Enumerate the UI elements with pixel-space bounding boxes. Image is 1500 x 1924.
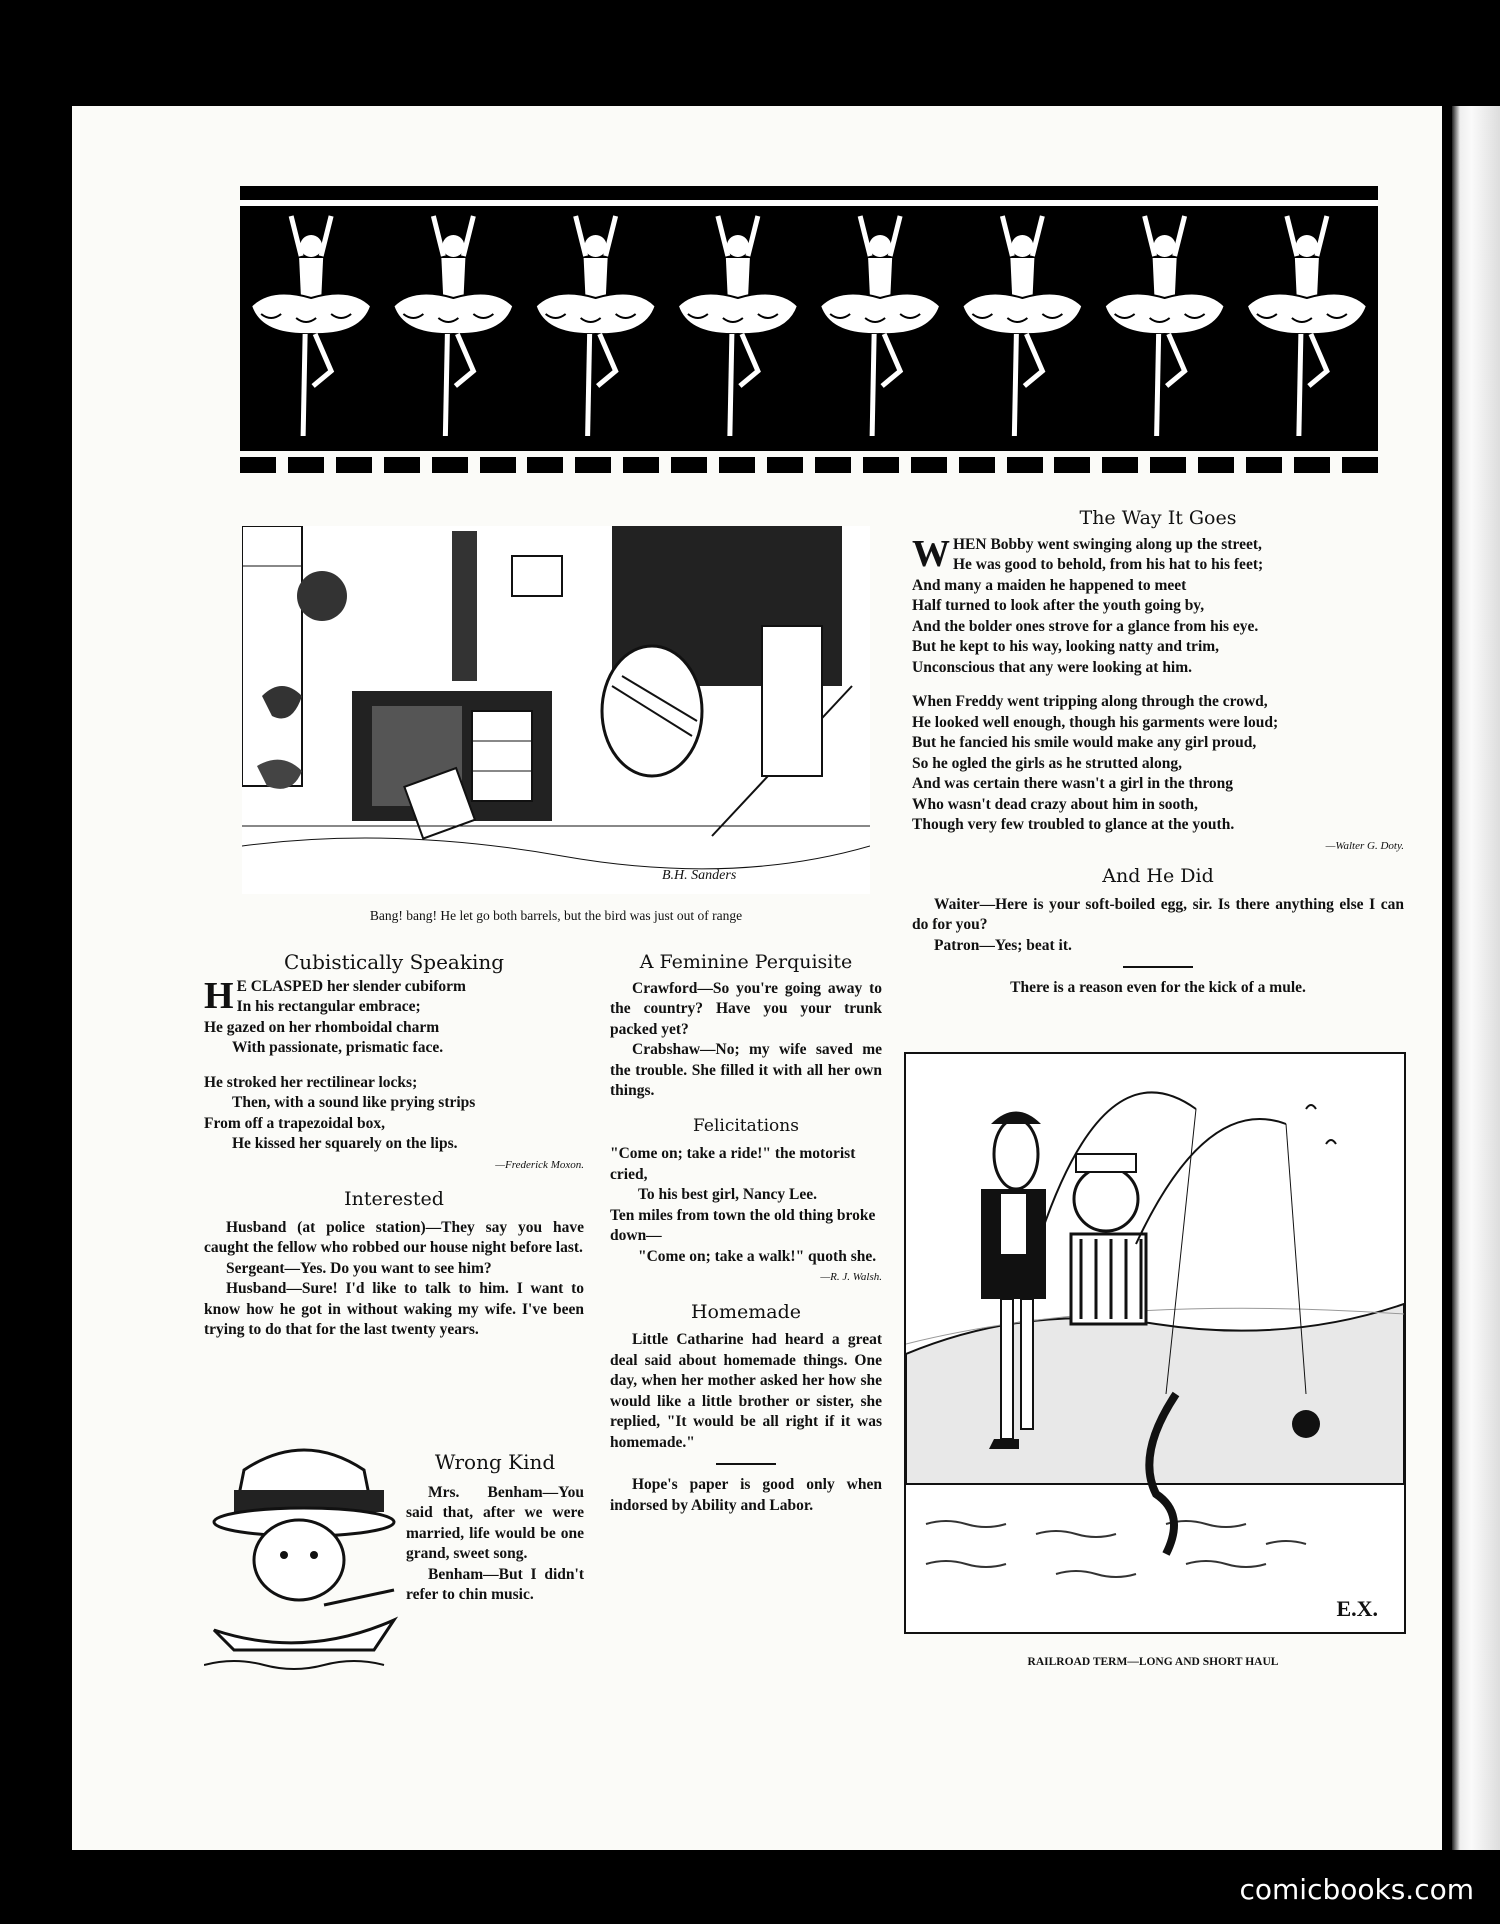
homemade-paragraph: Little Catharine had heard a great deal said about homemade things. One day, when her mother asked her how she would like a little brother or sister, she replied, "It would be all right if it was homemade."	[610, 1331, 882, 1451]
poem-line: He kissed her squarely on the lips.	[232, 1135, 458, 1152]
frieze-dash	[671, 457, 707, 473]
frieze-dash	[623, 457, 659, 473]
poem-line: Unconscious that any were looking at him.	[912, 658, 1193, 676]
kitchen-signature: B.H. Sanders	[662, 868, 737, 883]
poem-line: HEN Bobby went swinging along up the street,	[953, 535, 1262, 553]
frieze-dash	[575, 457, 611, 473]
poem-line: "Come on; take a ride!" the motorist cried,	[610, 1145, 856, 1183]
frieze-dash	[863, 457, 899, 473]
frieze-dash	[815, 457, 851, 473]
and-he-did-paragraph: Waiter—Here is your soft-boiled egg, sir. Is there anything else I can do for you?	[912, 895, 1404, 933]
fishing-signature: E.X.	[1336, 1596, 1378, 1621]
felicitations-title: Felicitations	[693, 1115, 799, 1136]
cubistically-dropcap: H	[204, 974, 234, 1017]
homemade-title: Homemade	[690, 1300, 802, 1323]
poem-line: When Freddy went tripping along through the crowd,	[912, 693, 1268, 710]
cubistically-speaking-article	[204, 952, 584, 1341]
poem-line: "Come on; take a walk!" quoth she.	[638, 1247, 877, 1265]
way-it-goes-credit: —Walter G. Doty.	[1325, 839, 1404, 852]
fishing-cartoon-art	[906, 1054, 1404, 1632]
kitchen-illustration	[242, 526, 870, 894]
feminine-paragraph: Crabshaw—No; my wife saved me the trouble. She filled it with all her own things.	[610, 1041, 882, 1099]
frieze-dash	[767, 457, 803, 473]
poem-line: He gazed on her rhomboidal charm	[204, 1018, 440, 1036]
poem-line: And the bolder ones strove for a glance from his eye.	[912, 617, 1259, 635]
poem-line: And was certain there wasn't a girl in the throng	[912, 775, 1234, 792]
poem-line: Ten miles from town the old thing broke down—	[610, 1206, 876, 1244]
poem-line: He was good to behold, from his hat to his feet;	[953, 556, 1264, 573]
dancer-frieze-art	[240, 186, 1378, 451]
frieze-dash	[1102, 457, 1138, 473]
poem-line: In his rectangular embrace;	[236, 998, 421, 1015]
feminine-paragraph: Crawford—So you're going away to the country? Have you your trunk packed yet?	[610, 979, 882, 1038]
wrong-kind-paragraph: Benham—But I didn't refer to chin music.	[406, 1565, 584, 1603]
frieze-dash	[911, 457, 947, 473]
frieze-dash	[1246, 457, 1282, 473]
site-watermark: comicbooks.com	[1239, 1873, 1474, 1906]
wrong-kind-title: Wrong Kind	[434, 1450, 556, 1474]
frieze-dash	[1054, 457, 1090, 473]
fisherman-boat-illustration	[204, 1430, 404, 1675]
cubistically-title: Cubistically Speaking	[283, 950, 505, 974]
frieze-dash	[288, 457, 324, 473]
section-rule	[716, 1463, 776, 1465]
frieze-dash	[959, 457, 995, 473]
poem-line: So he ogled the girls as he strutted along,	[912, 754, 1182, 772]
section-rule	[1123, 966, 1193, 968]
poem-line: E CLASPED her slender cubiform	[236, 977, 466, 995]
frieze-dash	[1342, 457, 1378, 473]
felicitations-credit: —R. J. Walsh.	[820, 1271, 882, 1283]
poem-line: Who wasn't dead crazy about him in sooth,	[912, 795, 1198, 813]
cubistically-credit: —Frederick Moxon.	[495, 1158, 584, 1171]
interested-paragraph: Sergeant—Yes. Do you want to see him?	[226, 1259, 492, 1277]
fishing-caption: RAILROAD TERM—LONG AND SHORT HAUL	[1027, 1656, 1279, 1668]
poem-line: Then, with a sound like prying strips	[232, 1094, 476, 1111]
dancer-frieze	[240, 186, 1378, 451]
right-column	[912, 508, 1404, 999]
hopes-paper-paragraph: Hope's paper is good only when indorsed by Ability and Labor.	[610, 1476, 882, 1514]
way-it-goes-title: The Way It Goes	[1079, 507, 1237, 529]
middle-column	[610, 952, 882, 1516]
poem-line: With passionate, prismatic face.	[232, 1039, 444, 1056]
fishing-cartoon	[904, 1052, 1406, 1634]
and-he-did-paragraph: Patron—Yes; beat it.	[934, 936, 1072, 954]
frieze-dash	[384, 457, 420, 473]
poem-line: He stroked her rectilinear locks;	[204, 1073, 418, 1091]
poem-line: He looked well enough, though his garments were loud;	[912, 713, 1279, 731]
frieze-dash	[1150, 457, 1186, 473]
poem-line: Half turned to look after the youth going by,	[912, 597, 1205, 614]
facing-page-edge	[1452, 106, 1500, 1850]
kitchen-illustration-art	[242, 526, 870, 894]
frieze-dash	[1198, 457, 1234, 473]
poem-line: From off a trapezoidal box,	[204, 1114, 385, 1132]
poem-line: But he kept to his way, looking natty and trim,	[912, 638, 1220, 655]
wrong-kind-article	[406, 1452, 584, 1606]
frieze-dash	[432, 457, 468, 473]
poem-line: Though very few troubled to glance at the youth.	[912, 816, 1235, 833]
frieze-dash	[240, 457, 276, 473]
wrong-kind-paragraph: Mrs. Benham—You said that, after we were married, life would be one grand, sweet song.	[406, 1483, 584, 1562]
frieze-dash	[1294, 457, 1330, 473]
frieze-dash-border	[240, 457, 1378, 473]
and-he-did-title: And He Did	[1102, 865, 1214, 887]
interested-paragraph: Husband—Sure! I'd like to talk to him. I want to know how he got in without waking my wife. I've been trying to do that for the last twenty years.	[204, 1280, 584, 1338]
fisherman-art	[204, 1430, 404, 1675]
mule-paragraph: There is a reason even for the kick of a mule.	[1010, 979, 1306, 996]
interested-paragraph: Husband (at police station)—They say you have caught the fellow who robbed our house night before last.	[204, 1218, 584, 1256]
way-it-goes-dropcap: W	[912, 532, 950, 575]
frieze-dash	[719, 457, 755, 473]
interested-title: Interested	[344, 1188, 444, 1210]
poem-line: But he fancied his smile would make any girl proud,	[912, 734, 1257, 751]
frieze-dash	[1007, 457, 1043, 473]
kitchen-caption: Bang! bang! He let go both barrels, but the bird was just out of range	[369, 908, 743, 923]
poem-line: To his best girl, Nancy Lee.	[638, 1186, 817, 1203]
feminine-title: A Feminine Perquisite	[639, 951, 853, 973]
frieze-dash	[480, 457, 516, 473]
frieze-dash	[527, 457, 563, 473]
poem-line: And many a maiden he happened to meet	[912, 576, 1187, 594]
frieze-dash	[336, 457, 372, 473]
